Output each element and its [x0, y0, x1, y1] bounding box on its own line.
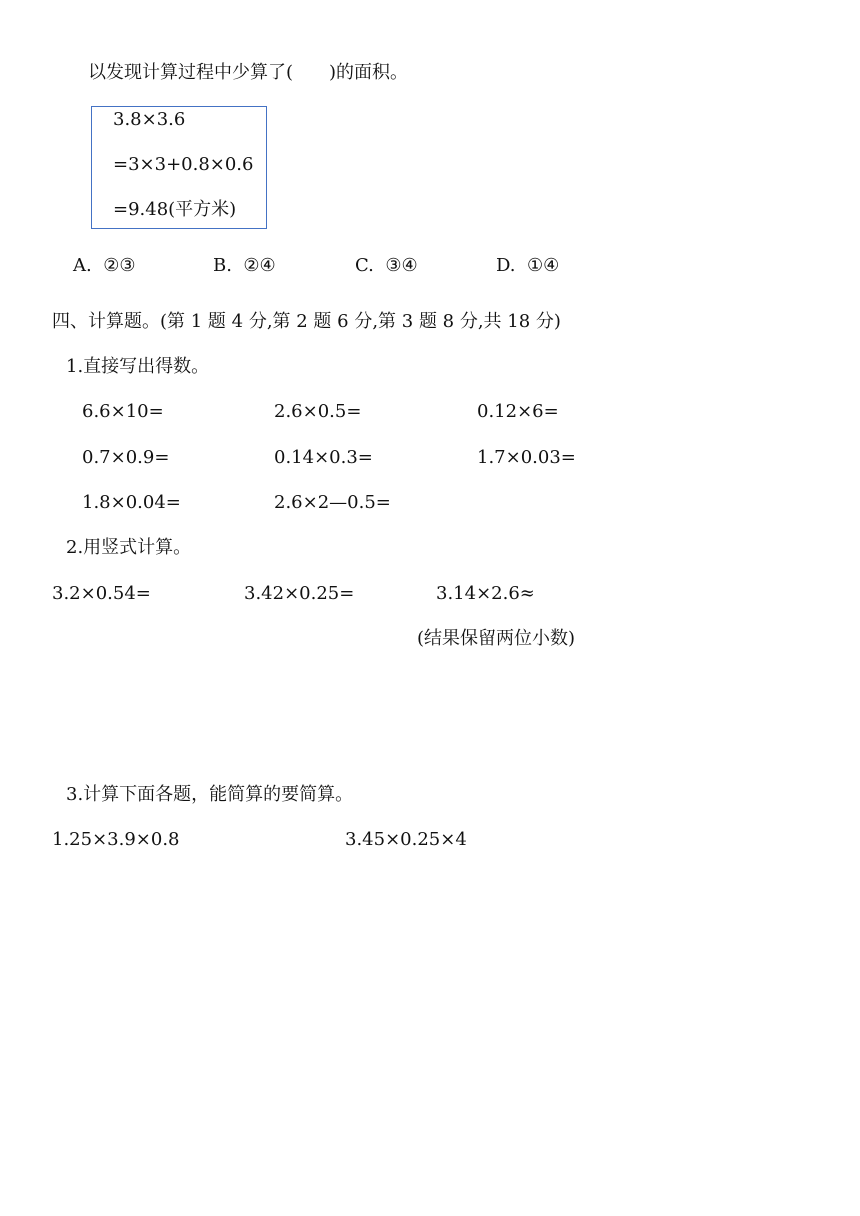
q1-item: 0.12×6= [477, 401, 559, 422]
q2-item: 3.2×0.54= [52, 583, 151, 604]
q1-item: 0.14×0.3= [274, 447, 373, 468]
option-letter: A. [73, 255, 92, 276]
calc-line-1: 3.8×3.6 [113, 109, 186, 130]
option-text: ①④ [526, 255, 560, 276]
q2-rounding-note: (结果保留两位小数) [417, 628, 576, 649]
option-c[interactable] [355, 255, 418, 277]
option-text: ②③ [103, 255, 136, 276]
q1-item: 6.6×10= [82, 401, 164, 422]
q3-title: 3.计算下面各题，能简算的要简算。 [66, 784, 354, 805]
q3-item: 1.25×3.9×0.8 [52, 829, 180, 850]
calc-line-3: =9.48(平方米) [113, 199, 237, 220]
calc-line-2: =3×3+0.8×0.6 [113, 154, 254, 175]
section-heading: 四、计算题。(第 1 题 4 分,第 2 题 6 分,第 3 题 8 分,共 18 分) [52, 311, 561, 332]
q1-item: 2.6×2—0.5= [274, 492, 391, 513]
option-letter: C. [355, 255, 374, 276]
q2-title: 2.用竖式计算。 [66, 537, 192, 558]
q1-item: 1.7×0.03= [477, 447, 576, 468]
option-text: ②④ [243, 255, 276, 276]
q2-item: 3.14×2.6≈ [436, 583, 535, 604]
option-a[interactable] [73, 255, 135, 277]
option-d[interactable] [496, 255, 559, 277]
q2-item: 3.42×0.25= [244, 583, 355, 604]
q1-item: 2.6×0.5= [274, 401, 362, 422]
q1-item: 0.7×0.9= [82, 447, 170, 468]
option-letter: D. [496, 255, 516, 276]
question-tail-text: 以发现计算过程中少算了( )的面积。 [88, 62, 409, 83]
q1-title: 1.直接写出得数。 [66, 356, 210, 377]
option-text: ③④ [385, 255, 418, 276]
q1-item: 1.8×0.04= [82, 492, 181, 513]
q3-item: 3.45×0.25×4 [345, 829, 467, 850]
option-letter: B. [213, 255, 232, 276]
option-b[interactable] [213, 255, 276, 277]
